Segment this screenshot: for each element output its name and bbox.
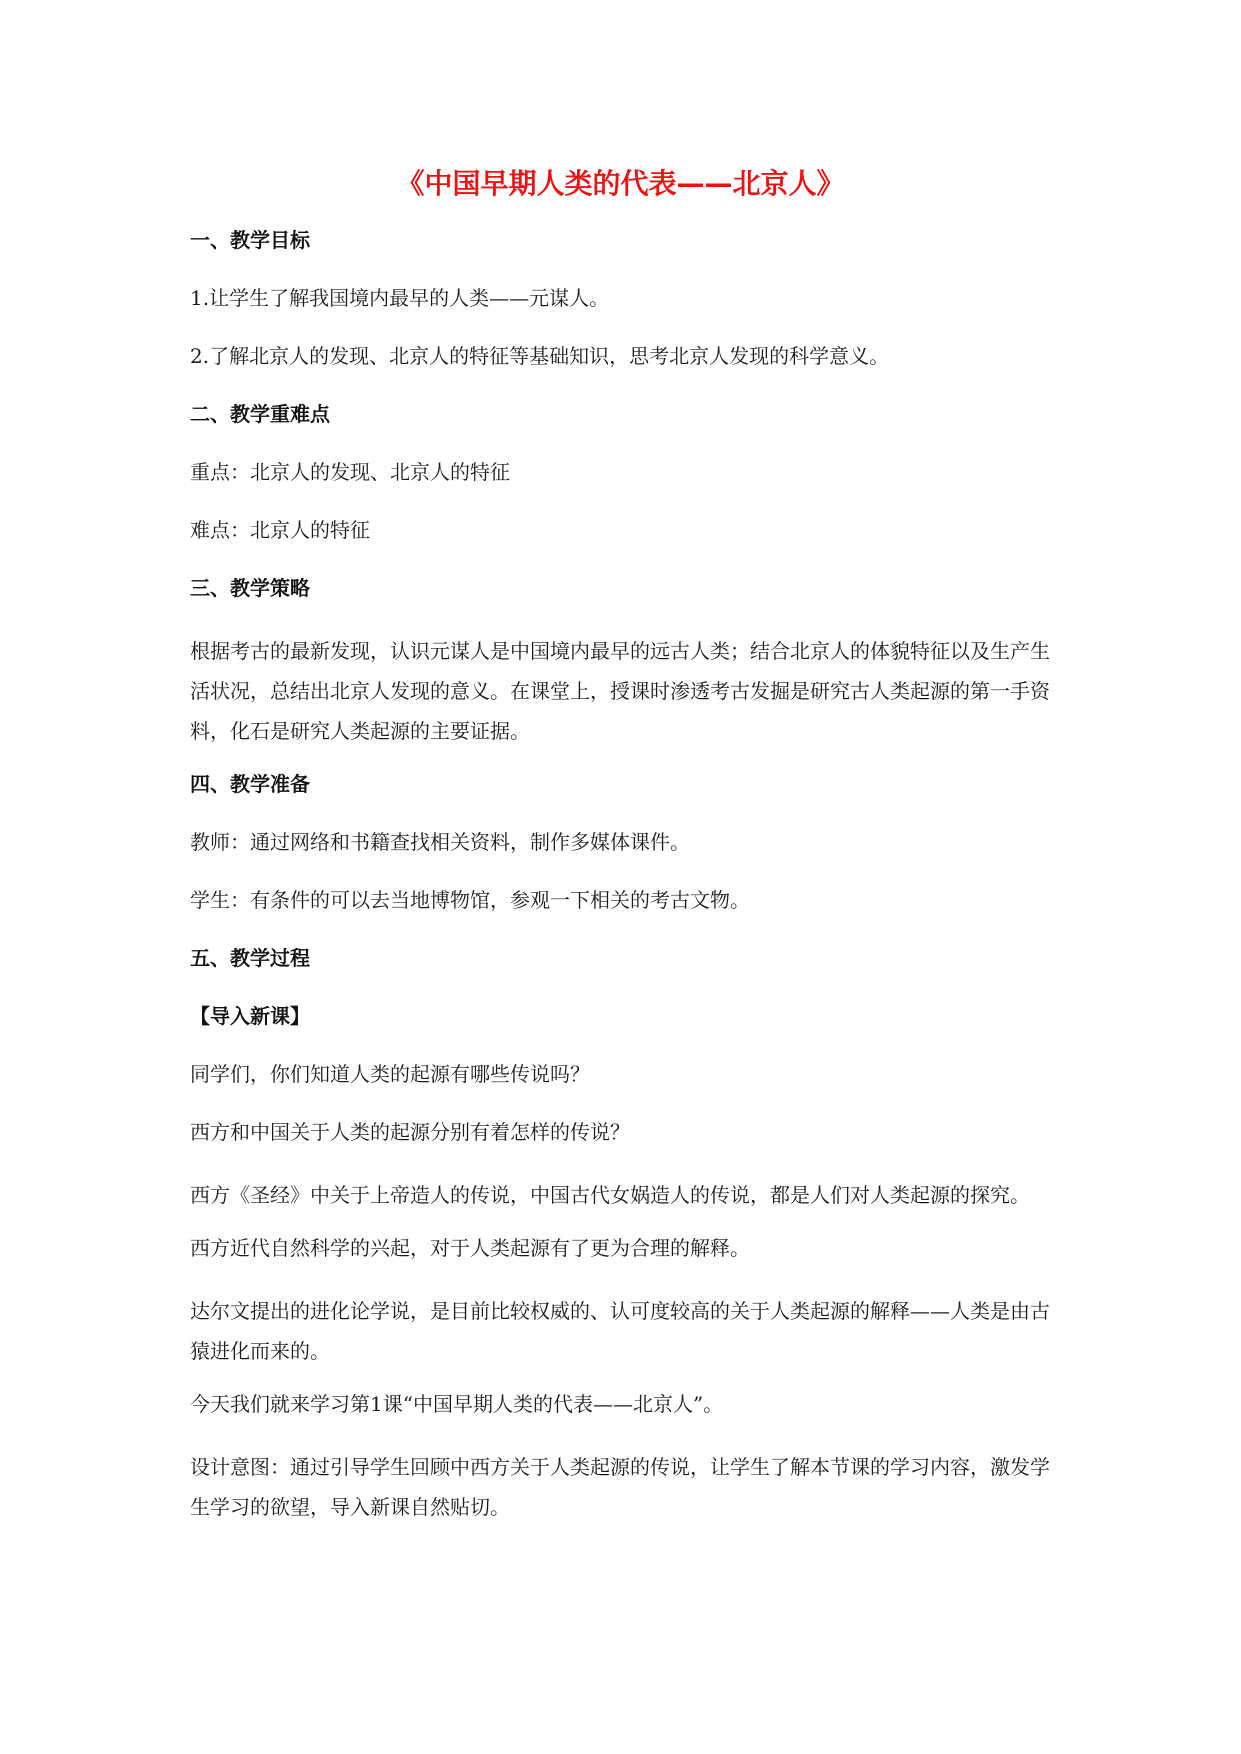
section-heading: 三、教学策略 xyxy=(190,576,310,600)
paragraph: 1.让学生了解我国境内最早的人类——元谋人。 xyxy=(190,286,610,310)
paragraph: 同学们，你们知道人类的起源有哪些传说吗？ xyxy=(190,1062,590,1086)
subsection-heading: 【导入新课】 xyxy=(190,1004,310,1028)
document-body xyxy=(190,225,1062,1545)
paragraph: 重点：北京人的发现、北京人的特征 xyxy=(190,460,510,484)
paragraph: 根据考古的最新发现，认识元谋人是中国境内最早的远古人类；结合北京人的体貌特征以及生产生活状况，总结出北京人发现的意义。在课堂上，授课时渗透考古发掘是研究古人类起源的第一手资料，化石是研究人类起源的主要证据。 xyxy=(190,639,1050,743)
section-heading: 五、教学过程 xyxy=(190,946,310,970)
paragraph: 达尔文提出的进化论学说，是目前比较权威的、认可度较高的关于人类起源的解释——人类是由古猿进化而来的。 xyxy=(190,1299,1050,1363)
section-heading: 二、教学重难点 xyxy=(190,402,330,426)
document-title: 《中国早期人类的代表——北京人》 xyxy=(396,167,845,200)
paragraph: 西方近代自然科学的兴起，对于人类起源有了更为合理的解释。 xyxy=(190,1236,750,1260)
paragraph: 西方和中国关于人类的起源分别有着怎样的传说？ xyxy=(190,1120,630,1144)
paragraph: 今天我们就来学习第1课“中国早期人类的代表——北京人”。 xyxy=(190,1392,724,1416)
paragraph: 设计意图：通过引导学生回顾中西方关于人类起源的传说，让学生了解本节课的学习内容，激发学生学习的欲望，导入新课自然贴切。 xyxy=(190,1455,1050,1519)
paragraph: 西方《圣经》中关于上帝造人的传说，中国古代女娲造人的传说，都是人们对人类起源的探究。 xyxy=(190,1183,1030,1207)
paragraph: 难点：北京人的特征 xyxy=(190,518,370,542)
paragraph: 学生：有条件的可以去当地博物馆，参观一下相关的考古文物。 xyxy=(190,888,750,912)
paragraph: 2.了解北京人的发现、北京人的特征等基础知识，思考北京人发现的科学意义。 xyxy=(190,344,890,368)
paragraph: 教师：通过网络和书籍查找相关资料，制作多媒体课件。 xyxy=(190,830,690,854)
section-heading: 四、教学准备 xyxy=(190,772,310,796)
section-heading: 一、教学目标 xyxy=(190,228,310,252)
